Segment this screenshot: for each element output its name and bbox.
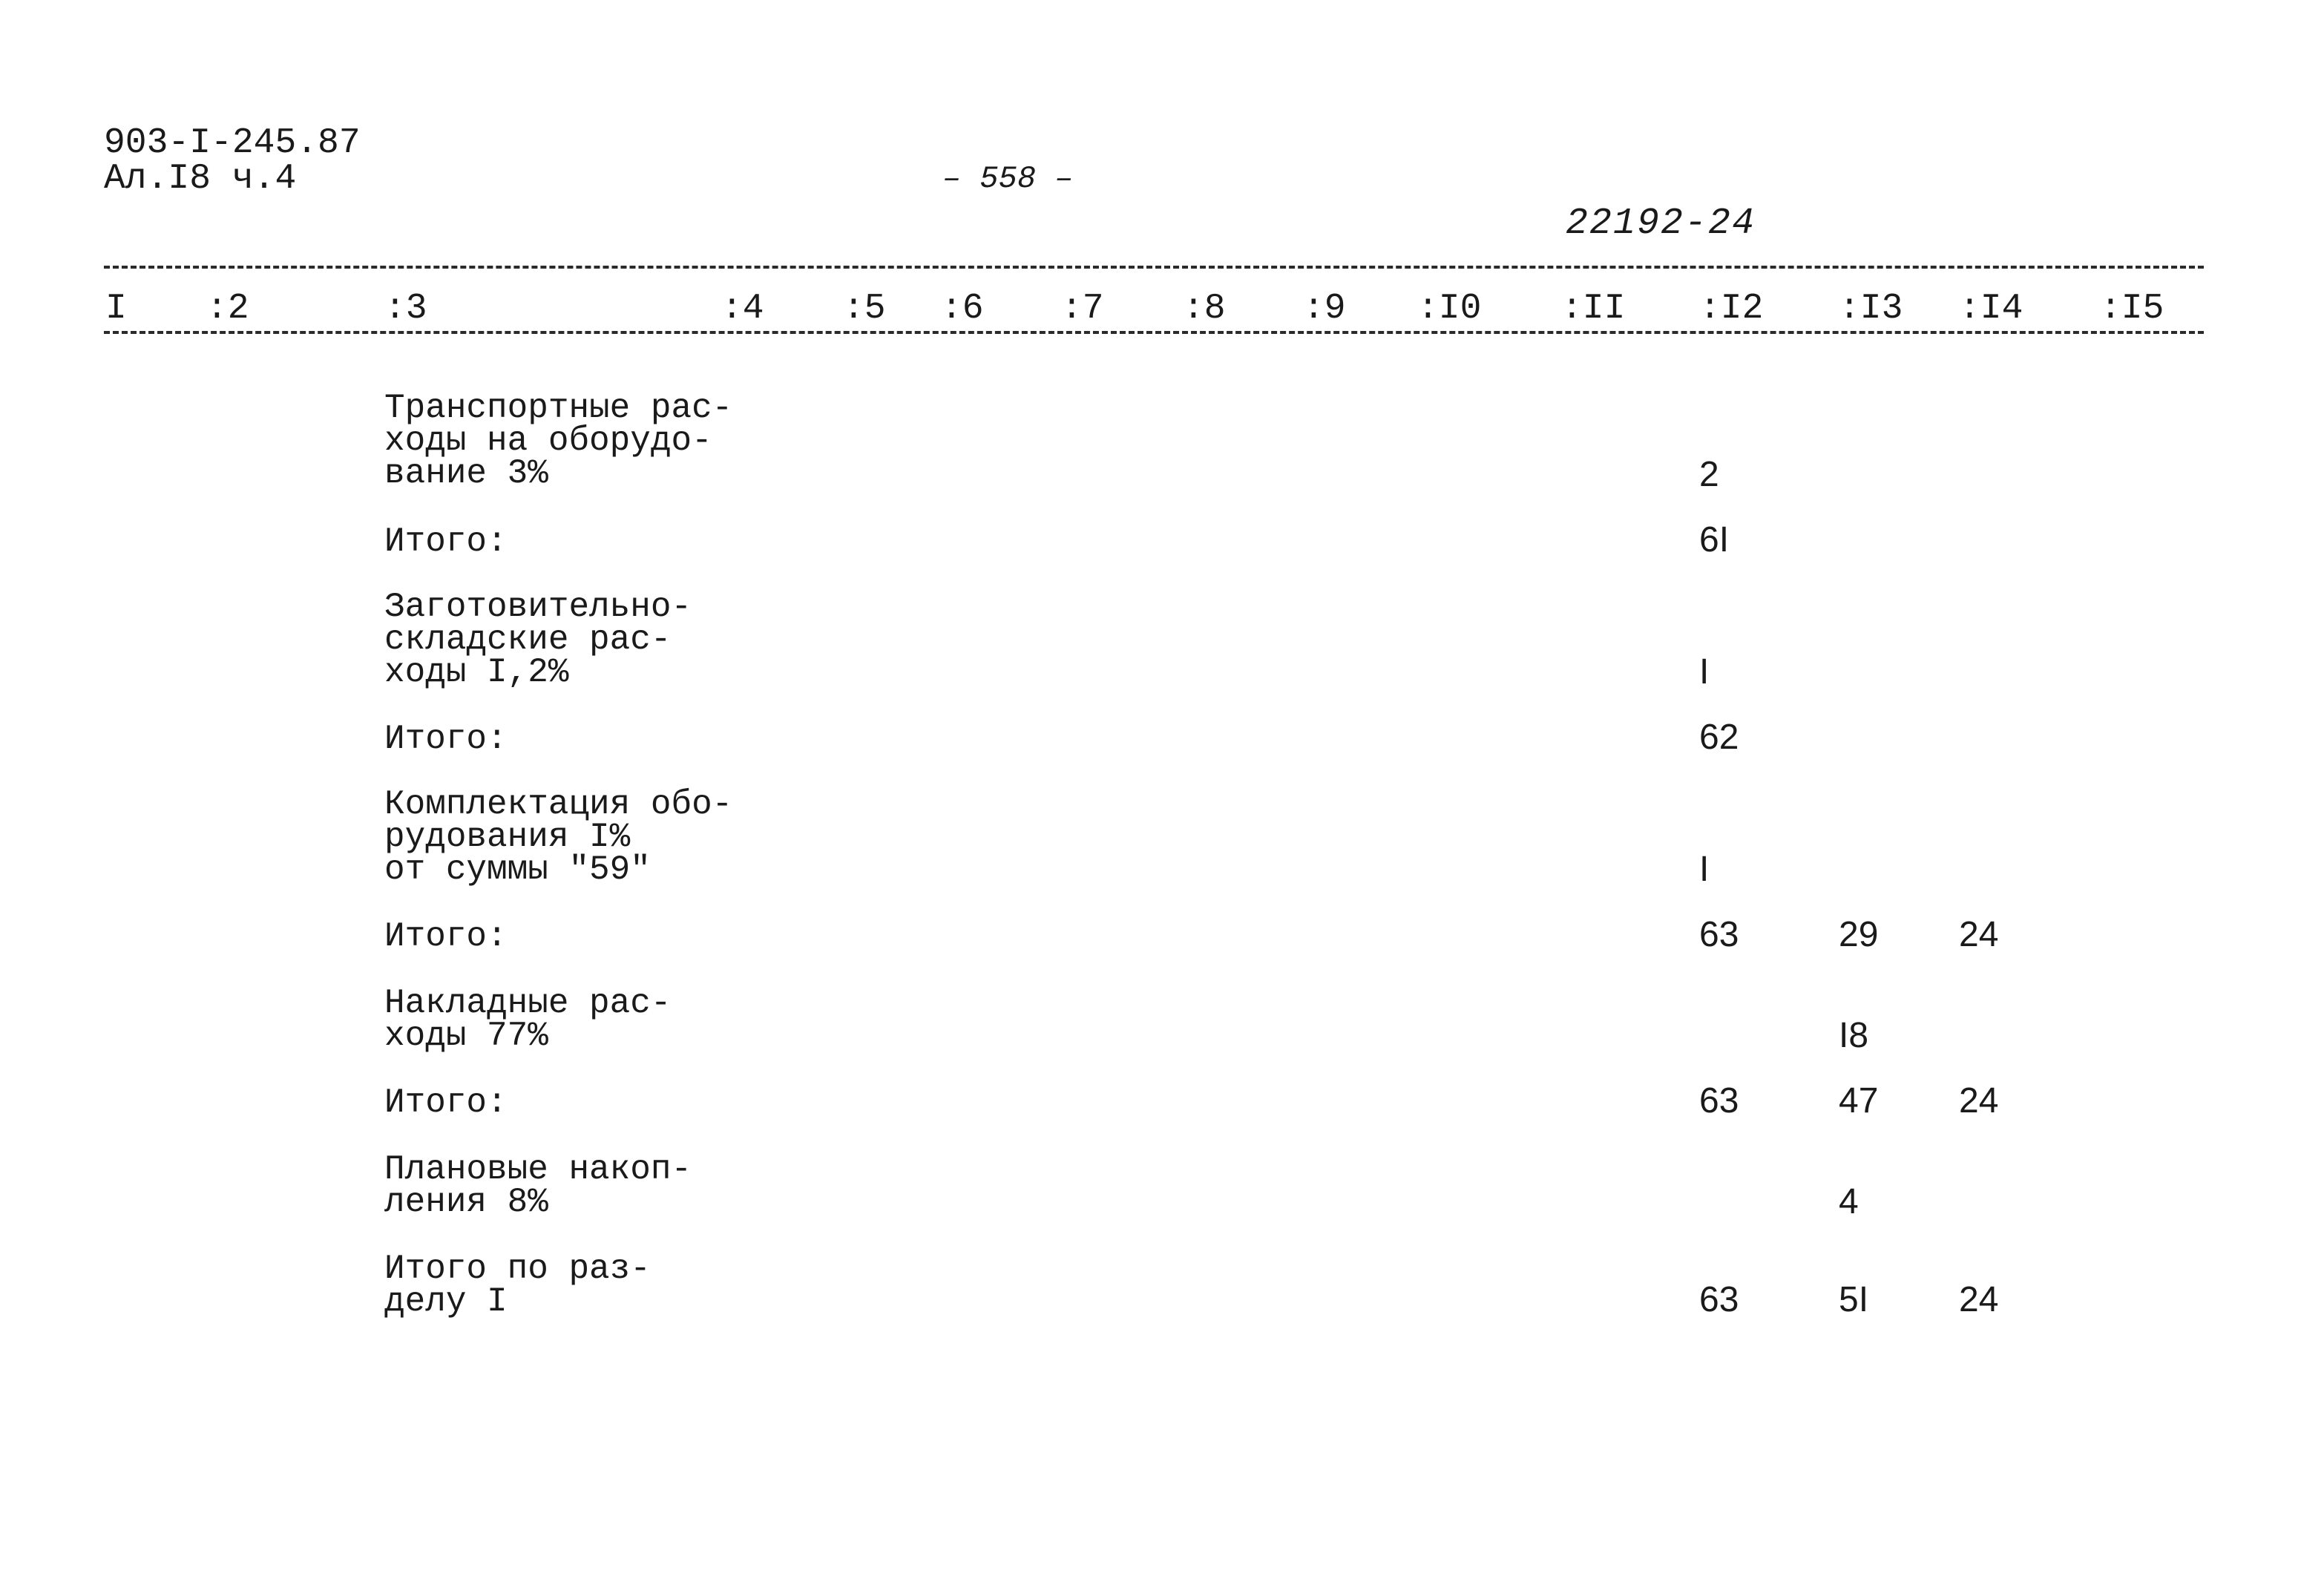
item-label: Транспортные рас- ходы на оборудо- вание 3%: [384, 389, 733, 493]
item-label: Итого по раз- делу I: [384, 1250, 651, 1321]
item-label: Заготовительно- складские рас- ходы I,2%: [384, 588, 692, 692]
album-number: 22192-24: [1566, 203, 1756, 245]
column-header: :8: [1183, 289, 1226, 329]
item-label: Итого:: [384, 720, 508, 758]
value-col14: 24: [1959, 1081, 1999, 1121]
column-header: :6: [941, 289, 984, 329]
column-header: :7: [1061, 289, 1104, 329]
column-header: :3: [384, 289, 427, 329]
item-label: Комплектация обо- рудования I% от суммы "59": [384, 785, 733, 889]
table-header-rule: [104, 331, 2204, 334]
value-col13: 29: [1839, 915, 1879, 954]
item-label: Итого:: [384, 917, 508, 956]
item-label: Накладные рас- ходы 77%: [384, 984, 672, 1055]
value-col12: 2: [1699, 455, 1719, 494]
column-header: :I0: [1417, 289, 1482, 329]
column-header: :9: [1303, 289, 1346, 329]
value-col13: 5I: [1839, 1280, 1869, 1319]
value-col12: 6I: [1699, 520, 1730, 560]
item-label: Плановые накоп- ления 8%: [384, 1150, 692, 1221]
value-col13: I8: [1839, 1016, 1869, 1055]
value-col13: 47: [1839, 1081, 1879, 1121]
value-col12: 63: [1699, 1280, 1739, 1319]
column-header: :II: [1561, 289, 1626, 329]
value-col12: 62: [1699, 718, 1739, 757]
column-header: I: [105, 289, 127, 329]
column-header: :I3: [1839, 289, 1903, 329]
page-number: – 558 –: [942, 161, 1074, 197]
document-code: 903-I-245.87: [104, 123, 361, 163]
column-header: :5: [843, 289, 886, 329]
column-header: :I2: [1699, 289, 1764, 329]
value-col14: 24: [1959, 915, 1999, 954]
value-col12: 63: [1699, 1081, 1739, 1121]
sheet-reference: Ал.I8 ч.4: [104, 159, 297, 199]
column-header: :2: [206, 289, 249, 329]
table-top-rule: [104, 266, 2204, 269]
column-header: :4: [721, 289, 764, 329]
value-col12: 63: [1699, 915, 1739, 954]
column-header: :I4: [1959, 289, 2023, 329]
column-header: :I5: [2100, 289, 2164, 329]
value-col12: I: [1699, 652, 1710, 692]
value-col12: I: [1699, 850, 1710, 889]
item-label: Итого:: [384, 1083, 508, 1122]
value-col13: 4: [1839, 1182, 1859, 1221]
value-col14: 24: [1959, 1280, 1999, 1319]
item-label: Итого:: [384, 522, 508, 561]
